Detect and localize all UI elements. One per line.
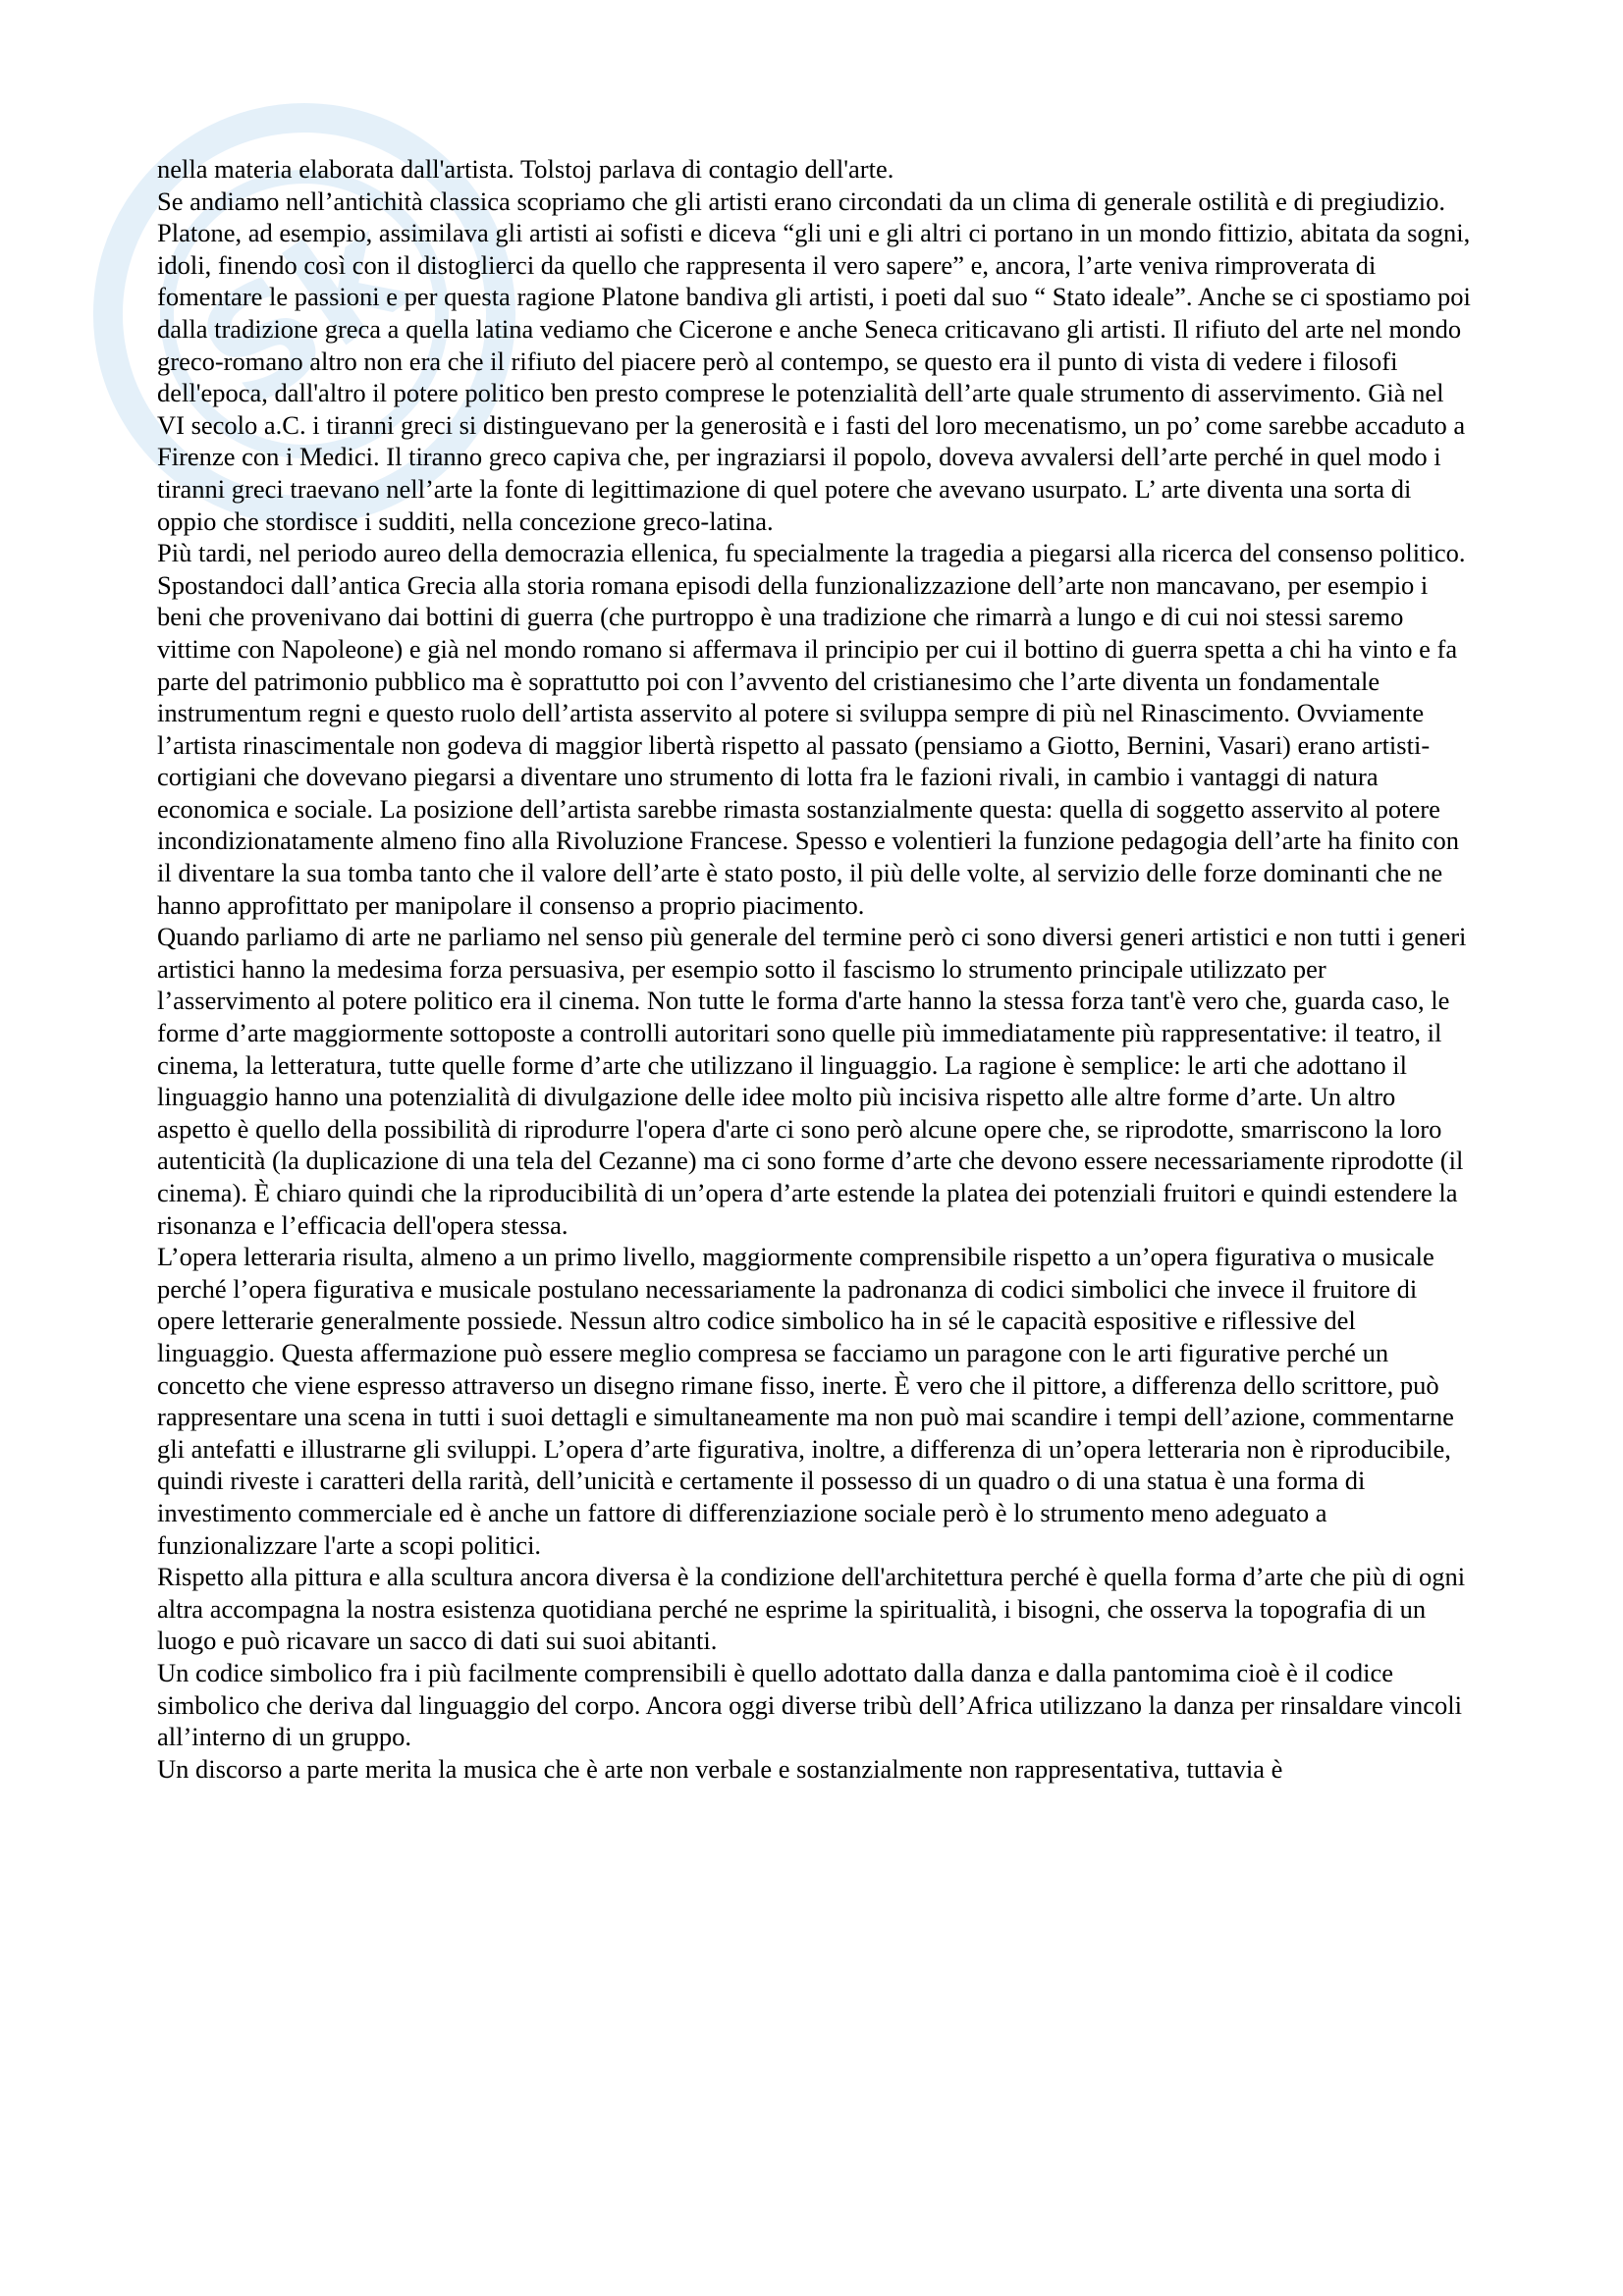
paragraph-4: Quando parliamo di arte ne parliamo nel senso più generale del termine però ci sono diversi generi artistici e non tutti i generi artistici hanno la medesima forza persuasiva, per esempio sotto il fascismo lo strumento principale utilizzato per l’asservimento al potere politico era il cinema. Non tutte le forma d'arte hanno la stessa forza tant'è vero che, guarda caso, le forme d’arte maggiormente sottoposte a controlli autoritari sono quelle più immediatamente più rappresentative: il teatro, il cinema, la letteratura, tutte quelle forme d’arte che utilizzano il linguaggio. La ragione è semplice: le arti che adottano il linguaggio hanno una potenzialità di divulgazione delle idee molto più incisiva rispetto alle altre forme d’arte. Un altro aspetto è quello della possibilità di riprodurre l'opera d'arte ci sono però alcune opere che, se riprodotte, smarriscono la loro autenticità (la duplicazione di una tela del Cezanne) ma ci sono forme d’arte che devono essere necessariamente riprodotte (il cinema). È chiaro quindi che la riproducibilità di un’opera d’arte estende la platea dei potenziali fruitori e quindi estendere la risonanza e l’efficacia dell'opera stessa. (157, 922, 1467, 1240)
paragraph-2: Se andiamo nell’antichità classica scopriamo che gli artisti erano circondati da un clima di generale ostilità e di pregiudizio. Platone, ad esempio, assimilava gli artisti ai sofisti e diceva “gli uni e gli altri ci portano in un mondo fittizio, abitata da sogni, idoli, finendo così con il distoglierci da quello che rappresenta il vero sapere” e, ancora, l’arte veniva rimproverata di fomentare le passioni e per questa ragione Platone bandiva gli artisti, i poeti dal suo “ Stato ideale”. Anche se ci spostiamo poi dalla tradizione greca a quella latina vediamo che Cicerone e anche Seneca criticavano gli artisti. Il rifiuto del arte nel mondo greco-romano altro non era che il rifiuto del piacere però al contempo, se questo era il punto di vista di vedere i filosofi dell'epoca, dall'altro il potere politico ben presto comprese le potenzialità dell’arte quale strumento di asservimento. Già nel VI secolo a.C. i tiranni greci si distinguevano per la generosità e i fasti del loro mecenatismo, un po’ come sarebbe accaduto a Firenze con i Medici. Il tiranno greco capiva che, per ingraziarsi il popolo, doveva avvalersi dell’arte perché in quel modo i tiranni greci traevano nell’arte la fonte di legittimazione di quel potere che avevano usurpato. L’ arte diventa una sorta di oppio che stordisce i sudditi, nella concezione greco-latina. (157, 186, 1471, 536)
paragraph-3: Più tardi, nel periodo aureo della democrazia ellenica, fu specialmente la tragedia a piegarsi alla ricerca del consenso politico. Spostandoci dall’antica Grecia alla storia romana episodi della funzionalizzazione dell’arte non mancavano, per esempio i beni che provenivano dai bottini di guerra (che purtroppo è una tradizione che rimarrà a lungo e di cui noi stessi saremo vittime con Napoleone) e già nel mondo romano si affermava il principio per cui il bottino di guerra spetta a chi ha vinto e fa parte del patrimonio pubblico ma è soprattutto poi con l’avvento del cristianesimo che l’arte diventa un fondamentale instrumentum regni e questo ruolo dell’artista asservito al potere si sviluppa sempre di più nel Rinascimento. Ovviamente l’artista rinascimentale non godeva di maggior libertà rispetto al passato (pensiamo a Giotto, Bernini, Vasari) erano artisti-cortigiani che dovevano piegarsi a diventare uno strumento di lotta fra le fazioni rivali, in cambio i vantaggi di natura economica e sociale. La posizione dell’artista sarebbe rimasta sostanzialmente questa: quella di soggetto asservito al potere incondizionatamente almeno fino alla Rivoluzione Francese. Spesso e volentieri la funzione pedagogia dell’arte ha finito con il diventare la sua tomba tanto che il valore dell’arte è stato posto, il più delle volte, al servizio delle forze dominanti che ne hanno approfittato per manipolare il consenso a proprio piacimento. (157, 538, 1466, 920)
paragraph-6: Rispetto alla pittura e alla scultura ancora diversa è la condizione dell'architettura perché è quella forma d’arte che più di ogni altra accompagna la nostra esistenza quotidiana perché ne esprime la spiritualità, i bisogni, che osserva la topografia di un luogo e può ricavare un sacco di dati sui suoi abitanti. (157, 1562, 1466, 1656)
document-body (157, 153, 1473, 1785)
paragraph-5: L’opera letteraria risulta, almeno a un primo livello, maggiormente comprensibile rispetto a un’opera figurativa o musicale perché l’opera figurativa e musicale postulano necessariamente la padronanza di codici simbolici che invece il fruitore di opere letterarie generalmente possiede. Nessun altro codice simbolico ha in sé le capacità espositive e riflessive del linguaggio. Questa affermazione può essere meglio compresa se facciamo un paragone con le arti figurative perché un concetto che viene espresso attraverso un disegno rimane fisso, inerte. È vero che il pittore, a differenza dello scrittore, può rappresentare una scena in tutti i suoi dettagli e simultaneamente ma non può mai scandire i tempi dell’azione, commentarne gli antefatti e illustrarne gli sviluppi. L’opera d’arte figurativa, inoltre, a differenza di un’opera letteraria non è riproducibile, quindi riveste i caratteri della rarità, dell’unicità e certamente il possesso di un quadro o di una statua è una forma di investimento commerciale ed è anche un fattore di differenziazione sociale però è lo strumento meno adeguato a funzionalizzare l'arte a scopi politici. (157, 1242, 1454, 1560)
paragraph-8: Un discorso a parte merita la musica che è arte non verbale e sostanzialmente non rappresentativa, tuttavia è (157, 1753, 1283, 1784)
paragraph-7: Un codice simbolico fra i più facilmente comprensibili è quello adottato dalla danza e dalla pantomima cioè è il codice simbolico che deriva dal linguaggio del corpo. Ancora oggi diverse tribù dell’Africa utilizzano la danza per rinsaldare vincoli all’interno di un gruppo. (157, 1657, 1462, 1752)
paragraph-1: nella materia elaborata dall'artista. Tolstoj parlava di contagio dell'arte. (157, 154, 894, 184)
svg-text:Sk: Sk (171, 185, 437, 443)
